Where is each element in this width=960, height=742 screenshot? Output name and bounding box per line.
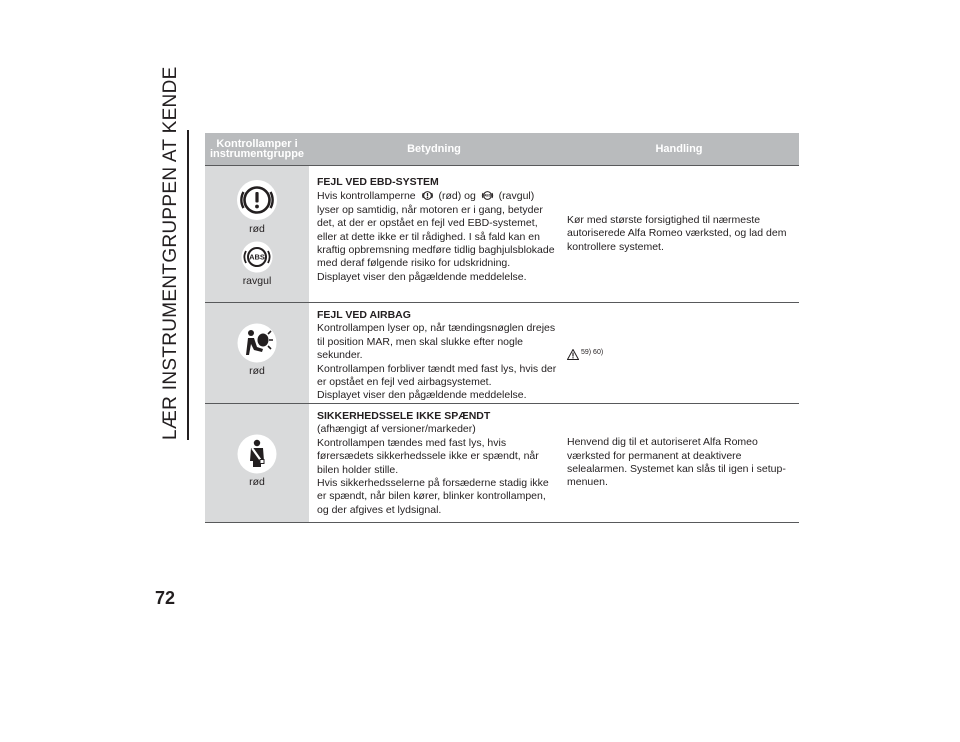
page-number: 72 [155,588,176,608]
meaning-cell [309,404,559,522]
warning-triangle-icon [567,349,579,360]
intro-text-a: Hvis kontrollamperne [317,190,416,203]
action-cell [559,404,799,522]
lamp-cell [205,303,309,403]
row-title: FEJL VED AIRBAG [317,309,411,321]
meaning-body-2: Hvis sikkerhedsselerne på forsæderne stadig ikke er spændt, når bilen kører, blinker kontrollampen, og der afgives et lydsignal. [317,477,549,516]
lamp-color-label: rød [249,476,265,488]
lamp-cell [205,404,309,522]
meaning-body: Kontrollampen tændes med fast lys, hvis førersædets sikkerhedssele ikke er spændt, når bilen holder stille. [317,436,539,476]
svg-text:ABS: ABS [249,252,265,262]
chapter-title: LÆR INSTRUMENTGRUPPEN AT KENDE [160,66,181,440]
intro-text-c: (ravgul) [498,190,535,203]
warning-lights-table [205,133,799,523]
svg-text:ABS: ABS [483,194,491,199]
meaning-body-2: Kontrollampen forbliver tændt med fast lys, hvis der er opstået en fejl ved airbagsystemet. [317,362,557,389]
row-title: SIKKERHEDSSELE IKKE SPÆNDT [317,410,491,422]
abs-icon [481,189,494,202]
action-cell [559,166,799,302]
meaning-cell [309,303,559,403]
meaning-body: Kontrollampen lyser op, når tændingsnøglen drejes til position MAR, men skal slukke efter nogle sekunder. [317,322,556,362]
meaning-body: lyser op samtidig, når motoren er i gang, betyder det, at der er opstået en fejl ved EBD-systemet, eller at dette ikke er til rådighed. I så fald kan en kraftig opbremsning medføre tidlig baghjulsblokade med deraf følgende risiko for udskridning. [317,203,555,270]
header-lamps: Kontrollamper i instrumentgruppe [209,138,305,160]
table-row-seatbelt [205,404,799,523]
table-row-ebd [205,166,799,303]
brake-warning-icon [236,179,278,221]
meaning-display-note: Displayet viser den pågældende meddelelse. [317,389,527,402]
abs-icon [241,241,273,273]
lamp-cell [205,166,309,302]
lamp-color-label: ravgul [242,275,272,287]
table-row-airbag [205,303,799,404]
chapter-rule [187,130,189,440]
seatbelt-icon [237,434,277,474]
action-text: Henvend dig til et autoriseret Alfa Romeo værksted for permanent at deaktivere selealarmen. Systemet kan slås til igen i setup-menuen. [567,436,786,489]
intro-text-b: (rød) og [438,190,476,203]
action-cell [559,303,799,403]
table-header [205,133,799,166]
warning-refs-text: 59) 60) [581,349,604,357]
row-title: FEJL VED EBD-SYSTEM [317,176,439,188]
header-action: Handling [655,143,703,155]
warning-reference [567,346,603,359]
meaning-intro [317,189,559,203]
header-meaning: Betydning [407,143,461,155]
airbag-icon [237,323,277,363]
meaning-display-note: Displayet viser den pågældende meddelelse. [317,270,527,283]
meaning-note: (afhængigt af versioner/markeder) [317,423,476,436]
lamp-color-label: rød [249,223,265,235]
action-text: Kør med største forsigtighed til nærmeste autoriserede Alfa Romeo værksted, og lad dem kontrollere systemet. [567,213,787,253]
brake-warning-icon [421,189,434,202]
meaning-cell [309,166,559,302]
lamp-color-label: rød [249,365,265,377]
